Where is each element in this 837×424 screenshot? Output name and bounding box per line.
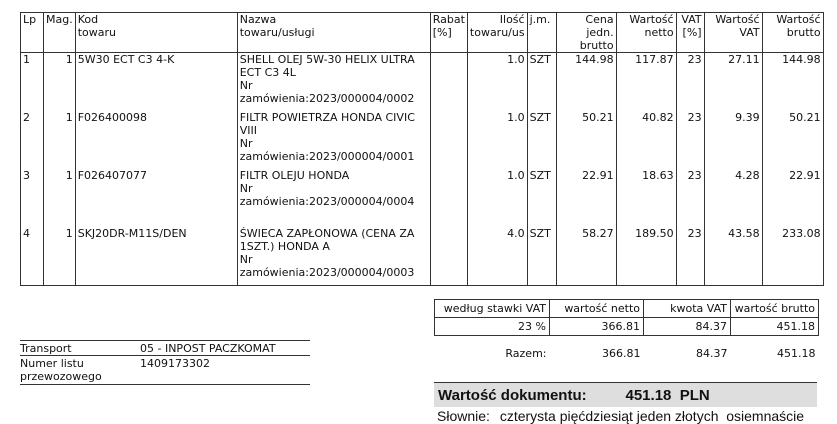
cell-netto: 117.87 [616,53,676,112]
header-wvat: Wartość VAT [704,13,762,53]
vat-header-netto: wartość netto [550,300,644,318]
header-brutto: Wartość brutto [762,13,823,53]
razem-kwota: 84.37 [696,346,728,360]
cell-wvat: 9.39 [704,111,762,169]
cell-lp: 1 [21,53,44,112]
vat-kwota: 84.37 [644,318,731,336]
vat-summary-row [435,318,819,336]
cell-jm: SZT [527,53,556,112]
cell-mag: 1 [44,53,76,112]
cell-jm: SZT [527,111,556,169]
vat-header-kwota: kwota VAT [644,300,731,318]
header-vat: VAT [%] [676,13,704,53]
document-total-label: Wartość dokumentu: [438,386,587,404]
amount-in-words-text: czterysta pięćdziesiąt jeden złotych osiemnaście [499,408,805,424]
amount-in-words-label: Słownie: [437,408,490,424]
cell-cena: 144.98 [556,53,616,112]
table-row [21,53,824,112]
cell-brutto: 233.08 [762,227,823,286]
vat-netto: 366.81 [550,318,644,336]
cell-nazwa: ŚWIECA ZAPŁONOWA (CENA ZA 1SZT.) HONDA A Nr zamówienia:2023/000004/0003 [237,227,430,286]
header-kod: Kod towaru [75,13,237,53]
vat-brutto: 451.18 [731,318,819,336]
cell-vat: 23 [676,53,704,112]
table-row [21,111,824,169]
cell-mag: 1 [44,111,76,169]
cell-rabat [430,53,467,112]
items-table [20,12,824,286]
vat-header-rate: według stawki VAT [435,300,550,318]
header-lp: Lp [21,13,44,53]
header-mag: Mag. [44,13,76,53]
amount-in-words [437,408,810,424]
cell-rabat [430,227,467,286]
cell-kod: SKJ20DR-M11S/DEN [75,227,237,286]
cell-cena: 22.91 [556,169,616,227]
vat-rate: 23 % [435,318,550,336]
cell-brutto: 50.21 [762,111,823,169]
table-header-row [21,13,824,53]
cell-ilosc: 1.0 [467,111,527,169]
razem-netto: 366.81 [602,346,641,360]
transport-row [20,340,310,355]
cell-kod: 5W30 ECT C3 4-K [75,53,237,112]
cell-wvat: 4.28 [704,169,762,227]
cell-cena: 58.27 [556,227,616,286]
vat-summary-total-row [435,336,819,365]
cell-kod: F026407077 [75,169,237,227]
cell-vat: 23 [676,227,704,286]
header-netto: Wartość netto [616,13,676,53]
razem-brutto: 451.18 [777,346,816,360]
transport-info [20,340,310,385]
table-row [21,227,824,286]
cell-mag: 1 [44,227,76,286]
cell-cena: 50.21 [556,111,616,169]
header-rabat: Rabat [%] [430,13,467,53]
cell-ilosc: 4.0 [467,227,527,286]
cell-netto: 40.82 [616,111,676,169]
transport-label: Transport [20,342,72,355]
cell-lp: 3 [21,169,44,227]
cell-jm: SZT [527,227,556,286]
cell-lp: 4 [21,227,44,286]
cell-jm: SZT [527,169,556,227]
cell-vat: 23 [676,111,704,169]
tracking-label: Numer listu przewozowego [20,357,102,383]
cell-rabat [430,111,467,169]
transport-value: 05 - INPOST PACZKOMAT [140,342,276,355]
header-jm: j.m. [527,13,556,53]
cell-nazwa: FILTR POWIETRZA HONDA CIVIC VIII Nr zamówienia:2023/000004/0001 [237,111,430,169]
cell-wvat: 43.58 [704,227,762,286]
cell-kod: F026400098 [75,111,237,169]
vat-summary-header [435,300,819,318]
cell-ilosc: 1.0 [467,53,527,112]
document-total-value: 451.18 PLN [625,386,710,404]
vat-summary-table [434,299,819,364]
razem-label: Razem: [505,346,547,360]
cell-brutto: 144.98 [762,53,823,112]
header-ilosc: Ilość towaru/us [467,13,527,53]
cell-brutto: 22.91 [762,169,823,227]
cell-vat: 23 [676,169,704,227]
tracking-number: 1409173302 [140,357,210,370]
vat-header-brutto: wartość brutto [731,300,819,318]
tracking-row [20,355,310,385]
cell-netto: 189.50 [616,227,676,286]
cell-netto: 18.63 [616,169,676,227]
cell-nazwa: SHELL OLEJ 5W-30 HELIX ULTRA ECT C3 4L Nr zamówienia:2023/000004/0002 [237,53,430,112]
document-total [434,382,817,407]
table-row [21,169,824,227]
cell-ilosc: 1.0 [467,169,527,227]
cell-nazwa: FILTR OLEJU HONDA Nr zamówienia:2023/000004/0004 [237,169,430,227]
cell-rabat [430,169,467,227]
cell-lp: 2 [21,111,44,169]
cell-mag: 1 [44,169,76,227]
cell-wvat: 27.11 [704,53,762,112]
header-cena: Cena jedn. brutto [556,13,616,53]
header-nazwa: Nazwa towaru/usługi [237,13,430,53]
